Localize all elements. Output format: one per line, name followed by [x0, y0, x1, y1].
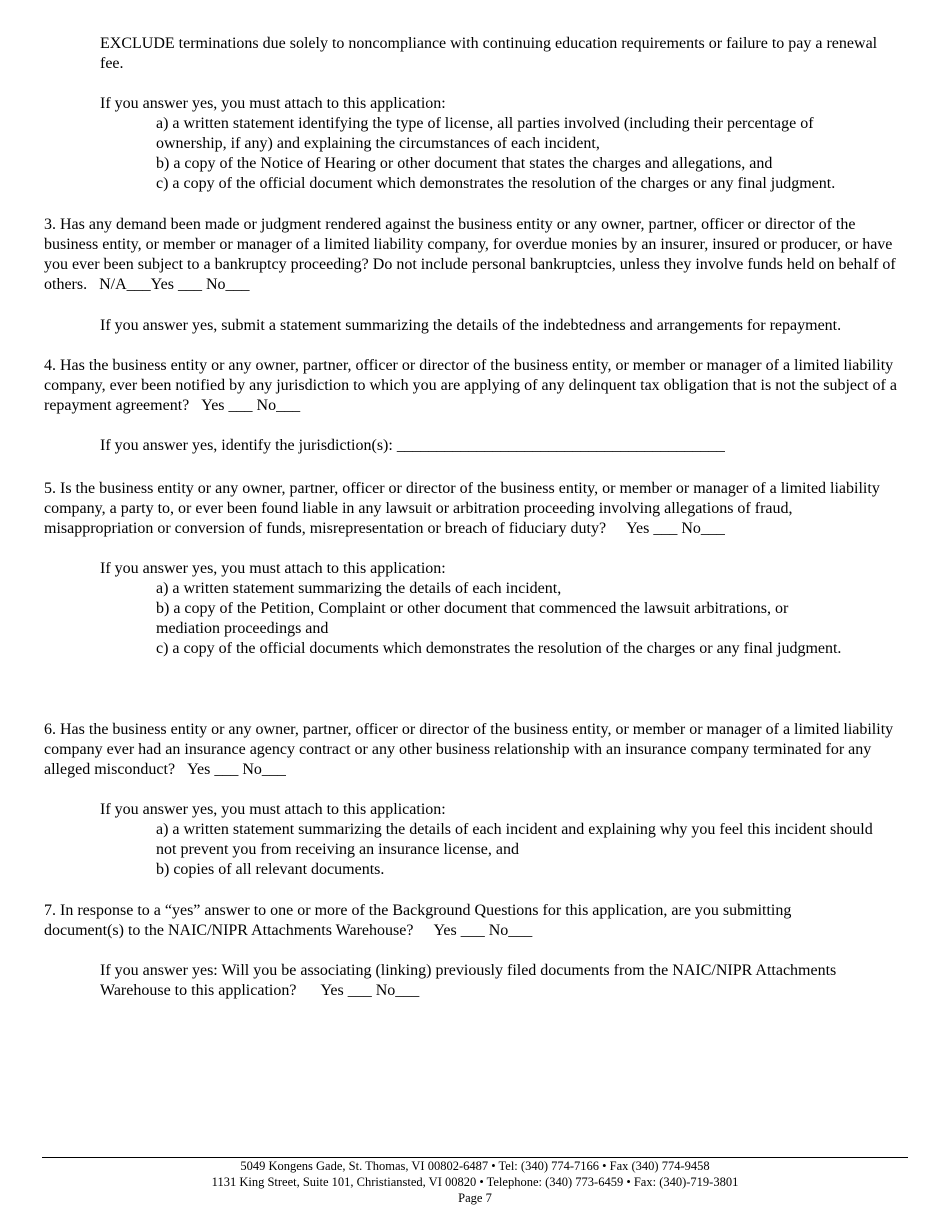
question-6-options[interactable]: Yes ___ No___	[187, 761, 286, 778]
question-6-text: 6. Has the business entity or any owner, partner, officer or director of the business entity, or member or manager of a limited liability company ever had an insurance agency contract or any other business relationship with an insurance company terminated for any alleged misconduct?	[44, 721, 894, 778]
question-5-item-a: a) a written statement summarizing the details of each incident,	[156, 580, 562, 597]
question-6	[44, 720, 906, 780]
question-7-followup-text: If you answer yes: Will you be associating (linking) previously filed documents from the NAIC/NIPR Attachments Warehouse to this application?	[100, 962, 837, 999]
question-3	[44, 215, 906, 295]
question-3-options[interactable]: N/A___Yes ___ No___	[99, 276, 250, 293]
question-7-followup	[100, 961, 900, 1001]
question-7-options[interactable]: Yes ___ No___	[433, 922, 533, 939]
intro-attach-lead: If you answer yes, you must attach to this application:	[100, 95, 446, 112]
question-3-followup: If you answer yes, submit a statement summarizing the details of the indebtedness and arrangements for repayment.	[100, 317, 842, 334]
exclude-note: EXCLUDE terminations due solely to noncompliance with continuing education requirements or failure to pay a renewal fee.	[100, 35, 878, 72]
question-5-options[interactable]: Yes ___ No___	[626, 520, 725, 537]
footer-address-christiansted: 1131 King Street, Suite 101, Christiansted, VI 00820 • Telephone: (340) 773-6459 • Fax: (340)-719-3801	[211, 1175, 739, 1189]
question-4-options[interactable]: Yes ___ No___	[201, 397, 301, 414]
question-5	[44, 479, 899, 539]
question-5-item-c: c) a copy of the official documents which demonstrates the resolution of the charges or any final judgment.	[156, 640, 842, 657]
question-5-attach-lead: If you answer yes, you must attach to this application:	[100, 560, 446, 577]
intro-item-a: a) a written statement identifying the type of license, all parties involved (including their percentage of ownership, if any) and explaining the circumstances of each incident,	[156, 115, 814, 152]
page-number: Page 7	[458, 1191, 492, 1205]
question-4	[44, 356, 906, 416]
question-6-item-b: b) copies of all relevant documents.	[156, 861, 385, 878]
question-7	[44, 901, 874, 941]
question-6-attach-lead: If you answer yes, you must attach to this application:	[100, 801, 446, 818]
footer-address-st-thomas: 5049 Kongens Gade, St. Thomas, VI 00802-6487 • Tel: (340) 774-7166 • Fax (340) 774-9458	[240, 1159, 710, 1173]
intro-item-b: b) a copy of the Notice of Hearing or other document that states the charges and allegations, and	[156, 155, 773, 172]
question-6-item-a: a) a written statement summarizing the details of each incident and explaining why you feel this incident should not prevent you from receiving an insurance license, and	[156, 821, 873, 858]
intro-item-c: c) a copy of the official document which demonstrates the resolution of the charges or any final judgment.	[156, 175, 836, 192]
question-7-text: 7. In response to a “yes” answer to one or more of the Background Questions for this application, are you submitting document(s) to the NAIC/NIPR Attachments Warehouse?	[44, 902, 792, 939]
question-5-text: 5. Is the business entity or any owner, partner, officer or director of the business entity, or member or manager of a limited liability company, a party to, or ever been found liable in any lawsuit or arbitration proceeding involving allegations of fraud, misappropriation or conversion of funds, misrepresentation or breach of fiduciary duty?	[44, 480, 880, 537]
question-4-jurisdiction-field[interactable]: If you answer yes, identify the jurisdiction(s): _________________________________________	[100, 437, 725, 454]
question-5-item-b: b) a copy of the Petition, Complaint or other document that commenced the lawsuit arbitrations, or mediation proceedings and	[156, 600, 789, 637]
question-3-text: 3. Has any demand been made or judgment rendered against the business entity or any owner, partner, officer or director of the business entity, or member or manager of a limited liability company, for overdue monies by an insurer, insured or producer, or have you ever been subject to a bankruptcy proceeding? Do not include personal bankruptcies, unless they involve funds held on behalf of others.	[44, 216, 896, 293]
question-4-text: 4. Has the business entity or any owner, partner, officer or director of the business entity, or member or manager of a limited liability company, ever been notified by any jurisdiction to which you are applying of any delinquent tax obligation that is not the subject of a repayment agreement?	[44, 357, 897, 414]
question-7-followup-options[interactable]: Yes ___ No___	[320, 982, 420, 999]
